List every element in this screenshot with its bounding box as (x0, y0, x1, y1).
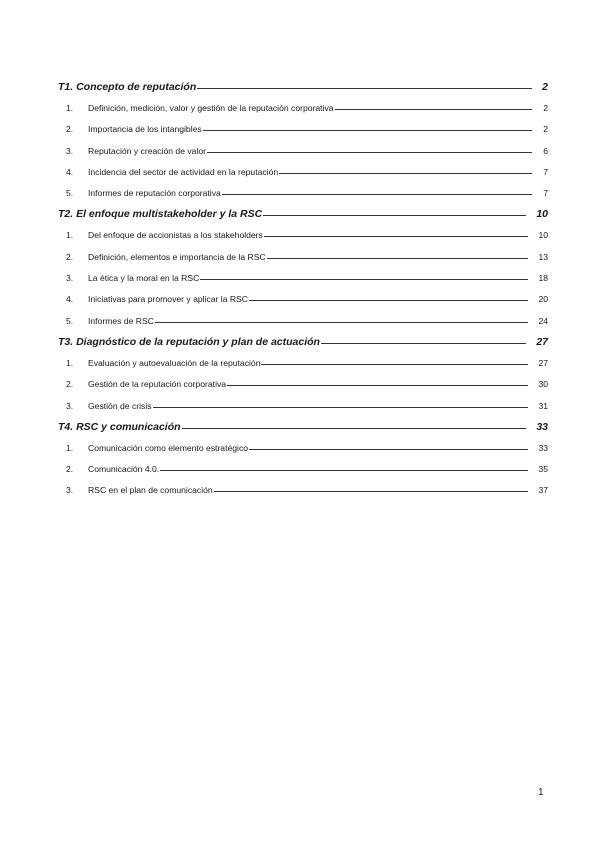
toc-item-title: RSC en el plan de comunicación (88, 485, 213, 496)
toc-leader (222, 194, 532, 195)
toc-page-number: 33 (538, 442, 548, 453)
toc-item[interactable] (58, 247, 548, 268)
toc-item-number: 4. (66, 294, 74, 305)
toc-leader (264, 236, 529, 237)
toc-page-number: 6 (543, 145, 548, 156)
toc-page-number: 37 (538, 485, 548, 496)
toc-item-title: Definición, elementos e importancia de la RSC (88, 251, 266, 262)
toc-item[interactable] (58, 141, 548, 162)
toc-leader (197, 88, 532, 89)
toc-item[interactable] (58, 374, 548, 395)
toc-leader (263, 215, 526, 216)
toc-item-number: 3. (66, 145, 74, 156)
toc-item[interactable] (58, 480, 548, 501)
toc-item-number: 1. (66, 442, 74, 453)
footer-page-number: 1 (538, 787, 544, 798)
toc-item[interactable] (58, 459, 548, 480)
toc-item-number: 2. (66, 124, 74, 135)
toc-section-title: T4. RSC y comunicación (58, 420, 181, 433)
toc-leader (279, 173, 532, 174)
toc-page-number: 2 (543, 124, 548, 135)
toc-item-number: 4. (66, 166, 74, 177)
toc-leader (249, 300, 528, 301)
toc-item-title: Iniciativas para promover y aplicar la RSC (88, 294, 248, 305)
table-of-contents (58, 77, 548, 502)
toc-leader (155, 322, 529, 323)
toc-item-title: Evaluación y autoevaluación de la reputación (88, 357, 261, 368)
toc-section-title: T3. Diagnóstico de la reputación y plan de actuación (58, 335, 320, 348)
toc-item[interactable] (58, 289, 548, 310)
toc-item-number: 2. (66, 251, 74, 262)
toc-item-title: Del enfoque de accionistas a los stakeholders (88, 230, 263, 241)
toc-page-number: 35 (538, 464, 548, 475)
toc-item-number: 2. (66, 464, 74, 475)
toc-item[interactable] (58, 183, 548, 204)
toc-section-heading[interactable] (58, 204, 548, 225)
toc-page-number: 13 (538, 251, 548, 262)
toc-item[interactable] (58, 162, 548, 183)
toc-item-title: Comunicación 4.0. (88, 464, 160, 475)
toc-item-title: Gestión de la reputación corporativa (88, 379, 227, 390)
toc-page-number: 10 (538, 230, 548, 241)
toc-item-title: Informes de reputación corporativa (88, 188, 221, 199)
toc-page-number: 33 (536, 420, 548, 433)
toc-page-number: 31 (538, 400, 548, 411)
toc-page-number: 10 (536, 208, 548, 221)
toc-item[interactable] (58, 225, 548, 246)
toc-page-number: 7 (543, 166, 548, 177)
toc-item-title: La ética y la moral en la RSC (88, 273, 200, 284)
toc-item-title: Comunicación como elemento estratégico (88, 442, 249, 453)
toc-item-title: Informes de RSC (88, 315, 154, 326)
toc-item[interactable] (58, 119, 548, 140)
toc-item-title: Importancia de los intangibles (88, 124, 202, 135)
toc-item[interactable] (58, 98, 548, 119)
toc-item[interactable] (58, 353, 548, 374)
toc-section-title: T2. El enfoque multistakeholder y la RSC (58, 208, 263, 221)
toc-leader (335, 109, 532, 110)
toc-page-number: 30 (538, 379, 548, 390)
toc-item-title: Reputación y creación de valor (88, 145, 206, 156)
toc-leader (267, 258, 529, 259)
toc-leader (203, 130, 532, 131)
toc-item-title: Definición, medición, valor y gestión de la reputación corporativa (88, 103, 334, 113)
toc-page-number: 2 (543, 103, 548, 113)
toc-leader (227, 385, 528, 386)
toc-leader (153, 407, 529, 408)
toc-page-number: 27 (536, 335, 548, 348)
toc-leader (182, 428, 527, 429)
toc-item-number: 1. (66, 230, 74, 241)
toc-item-number: 1. (66, 357, 74, 368)
toc-section-title: T1. Concepto de reputación (58, 81, 197, 93)
toc-leader (200, 279, 528, 280)
toc-leader (160, 470, 528, 471)
toc-item-number: 5. (66, 188, 74, 199)
toc-page-number: 27 (538, 357, 548, 368)
toc-item-number: 1. (66, 103, 74, 113)
toc-section-heading[interactable] (58, 332, 548, 353)
toc-section-heading[interactable] (58, 417, 548, 438)
toc-item[interactable] (58, 311, 548, 332)
toc-page-number: 24 (538, 315, 548, 326)
toc-item[interactable] (58, 268, 548, 289)
toc-item-number: 3. (66, 400, 74, 411)
toc-leader (321, 343, 526, 344)
toc-item[interactable] (58, 396, 548, 417)
toc-leader (249, 449, 528, 450)
toc-page-number: 7 (543, 188, 548, 199)
toc-item-number: 3. (66, 485, 74, 496)
toc-item-number: 3. (66, 273, 74, 284)
toc-page-number: 18 (538, 273, 548, 284)
toc-item-number: 5. (66, 315, 74, 326)
toc-leader (214, 491, 529, 492)
toc-section-heading[interactable] (58, 77, 548, 98)
toc-leader (261, 364, 528, 365)
toc-item-title: Incidencia del sector de actividad en la reputación (88, 166, 279, 177)
toc-page-number: 20 (538, 294, 548, 305)
toc-item[interactable] (58, 438, 548, 459)
toc-item-title: Gestión de crisis (88, 400, 152, 411)
toc-page-number: 2 (542, 81, 548, 93)
toc-item-number: 2. (66, 379, 74, 390)
toc-leader (207, 152, 532, 153)
